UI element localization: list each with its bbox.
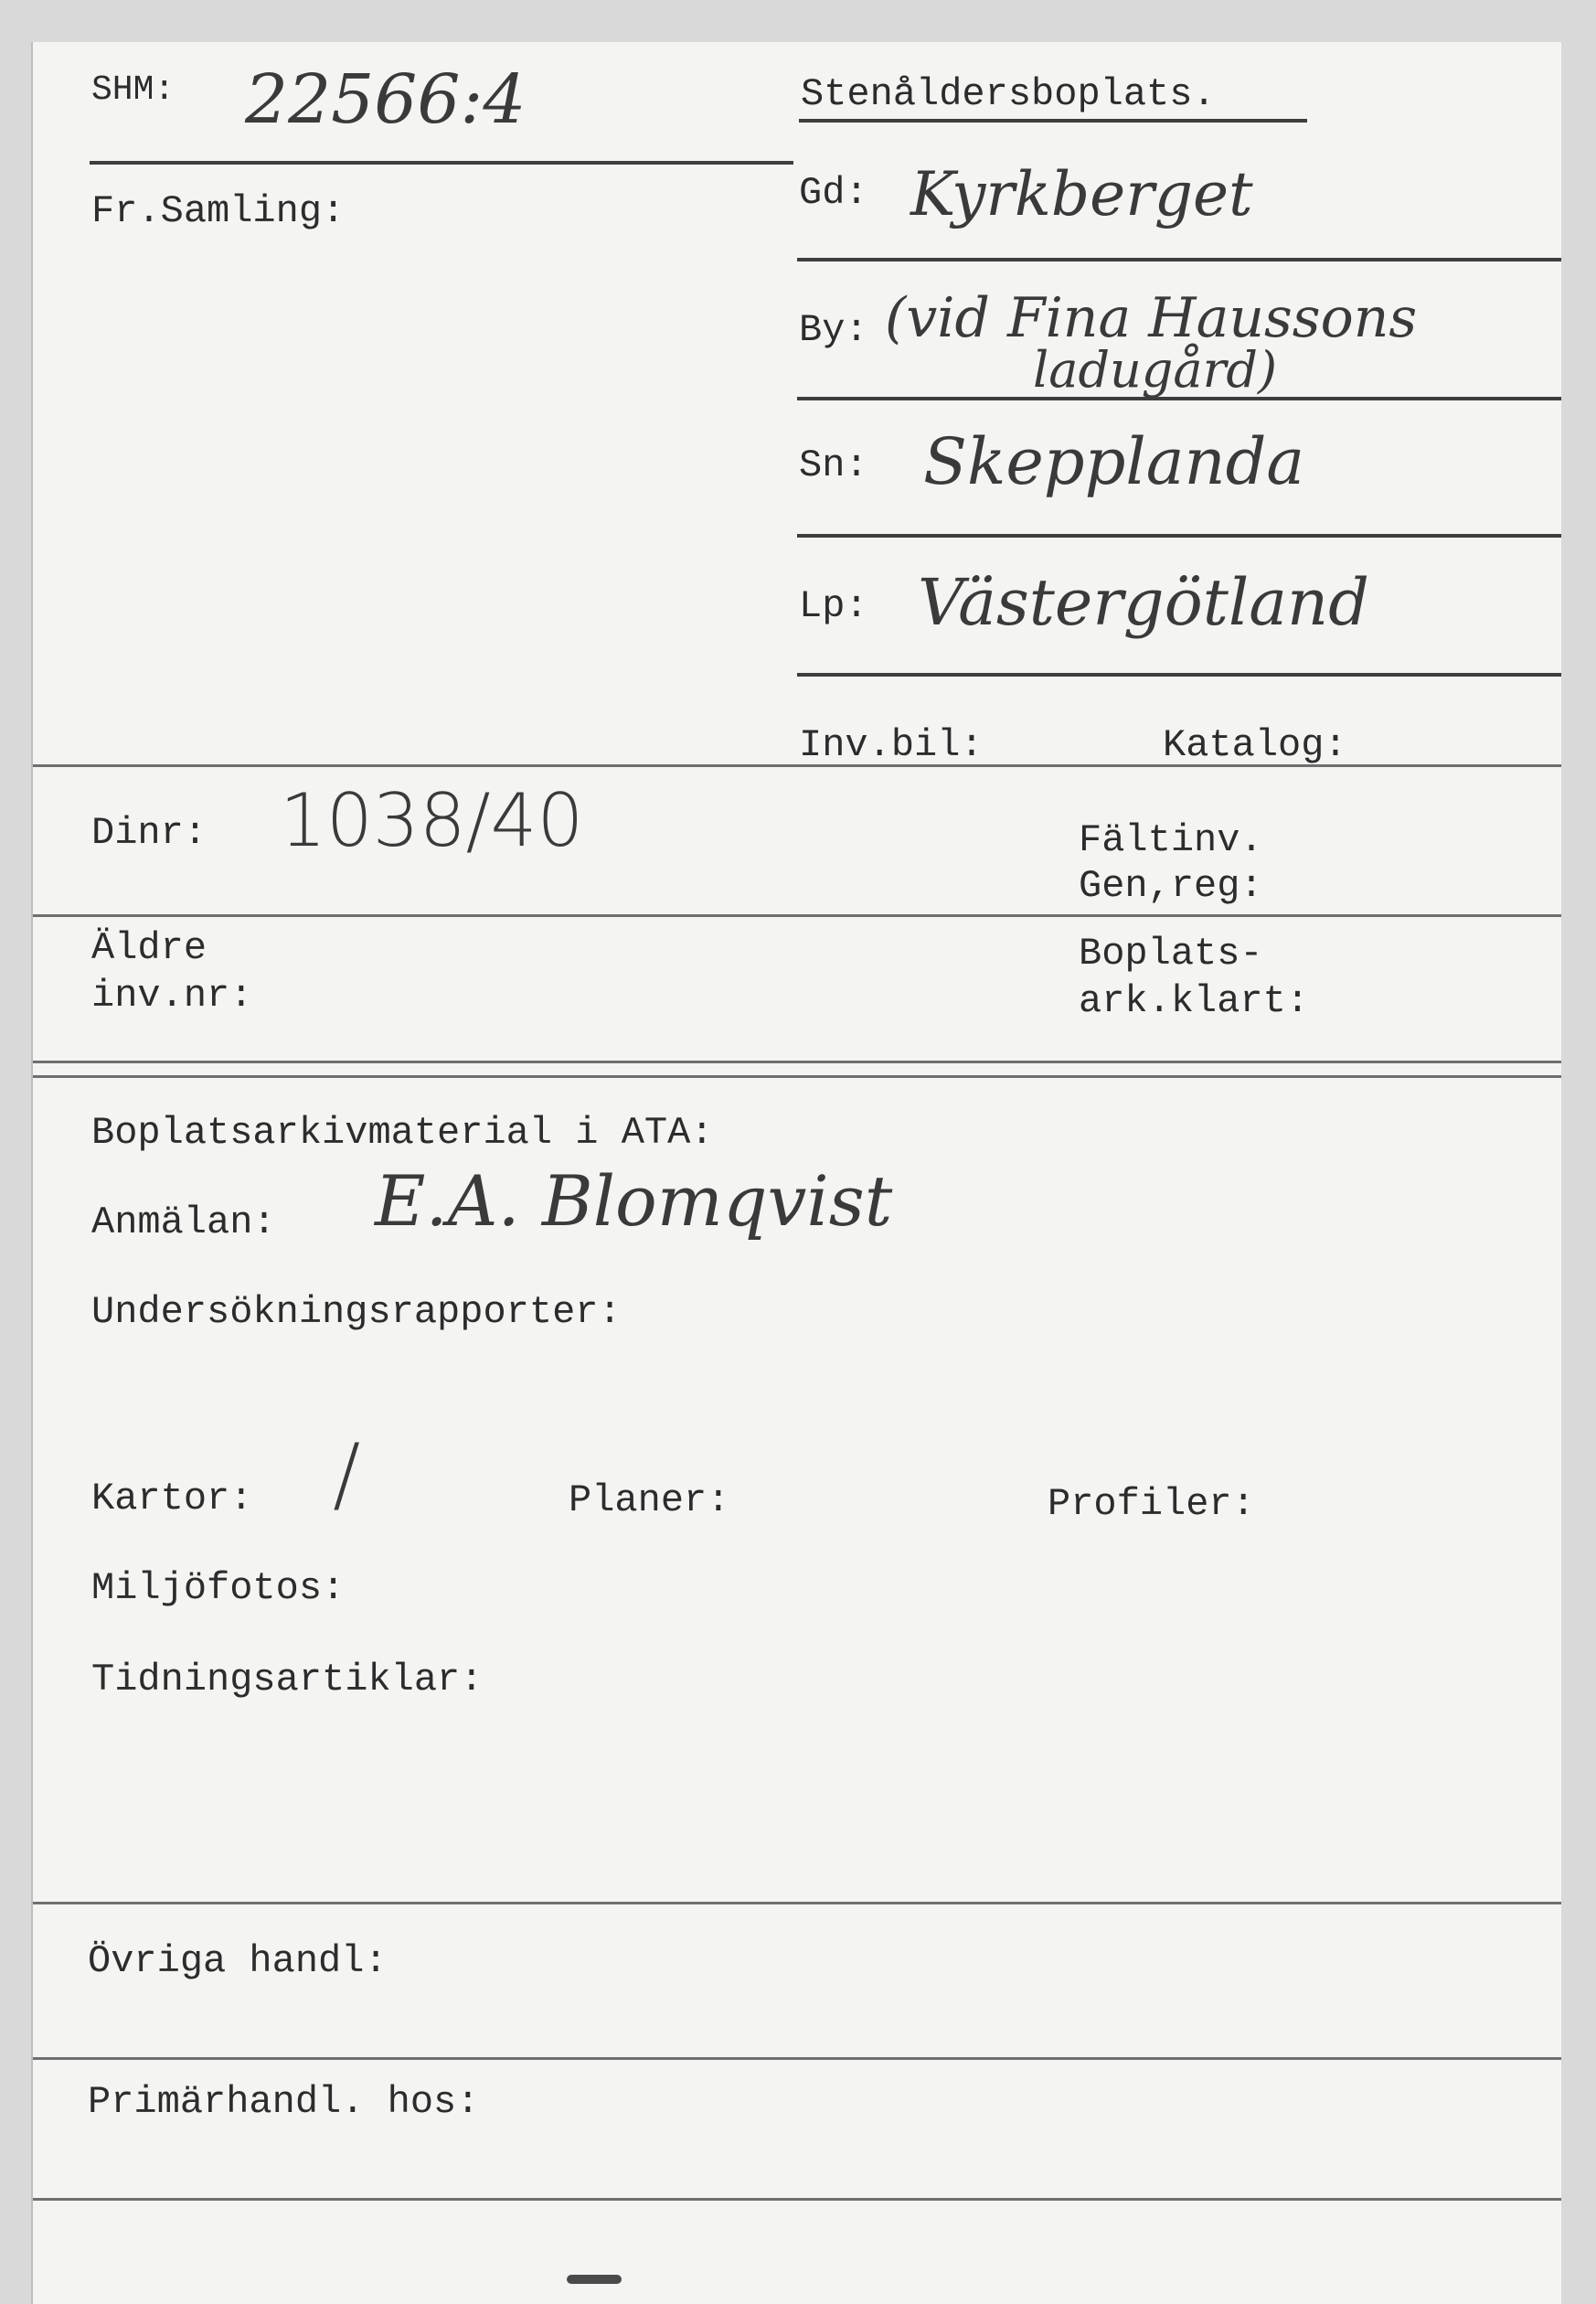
divider-1	[33, 764, 1561, 767]
divider-4	[33, 1902, 1561, 1904]
lp-value: Västergötland	[918, 565, 1369, 640]
sn-line	[797, 534, 1561, 538]
inv-bil-label: Inv.bil:	[799, 723, 984, 767]
shm-underline	[90, 161, 793, 165]
tidningsartiklar-label: Tidningsartiklar:	[91, 1658, 484, 1701]
divider-3b	[33, 1075, 1561, 1078]
gd-label: Gd:	[799, 171, 868, 215]
faltinv-label: Fältinv.	[1079, 818, 1263, 862]
by-label: By:	[799, 308, 868, 352]
gd-line	[797, 258, 1561, 261]
boplats-label-1: Boplats-	[1079, 932, 1263, 976]
primarhandl-label: Primärhandl. hos:	[88, 2080, 480, 2124]
katalog-label: Katalog:	[1163, 723, 1347, 767]
aldre-label-2: inv.nr:	[91, 974, 253, 1018]
category-label: Stenåldersboplats.	[801, 72, 1216, 116]
sn-label: Sn:	[799, 443, 868, 487]
category-underline	[799, 119, 1307, 123]
divider-5	[33, 2057, 1561, 2060]
dinr-label: Dinr:	[91, 811, 207, 855]
lp-label: Lp:	[799, 584, 868, 628]
shm-number: 22566:4	[245, 60, 527, 139]
anmalan-value: E.A. Blomqvist	[375, 1160, 893, 1242]
kartor-label: Kartor:	[91, 1477, 253, 1520]
divider-2	[33, 914, 1561, 917]
shm-label: SHM:	[91, 70, 176, 110]
aldre-label-1: Äldre	[91, 926, 207, 970]
anmalan-label: Anmälan:	[91, 1200, 276, 1244]
ovriga-label: Övriga handl:	[88, 1939, 388, 1983]
by-value-line2: ladugård)	[1033, 341, 1278, 399]
kartor-value: /	[333, 1426, 361, 1522]
ink-smudge	[567, 2275, 622, 2284]
divider-6	[33, 2198, 1561, 2201]
profiler-label: Profiler:	[1048, 1482, 1255, 1526]
undersokning-label: Undersökningsrapporter:	[91, 1290, 622, 1334]
gd-value: Kyrkberget	[910, 159, 1253, 229]
lp-line	[797, 673, 1561, 677]
planer-label: Planer:	[569, 1478, 730, 1522]
gen-reg-label: Gen,reg:	[1079, 864, 1263, 908]
miljofotos-label: Miljöfotos:	[91, 1566, 346, 1610]
divider-3a	[33, 1061, 1561, 1063]
boplats-label-2: ark.klart:	[1079, 979, 1310, 1023]
boplatsarkiv-heading: Boplatsarkivmaterial i ATA:	[91, 1111, 714, 1155]
by-line	[797, 397, 1561, 400]
fr-samling-label: Fr.Samling:	[91, 189, 346, 233]
dinr-value: 1038/40	[280, 778, 584, 863]
by-value-line1: (vid Fina Haussons	[885, 286, 1418, 350]
sn-value: Skepplanda	[923, 424, 1305, 499]
